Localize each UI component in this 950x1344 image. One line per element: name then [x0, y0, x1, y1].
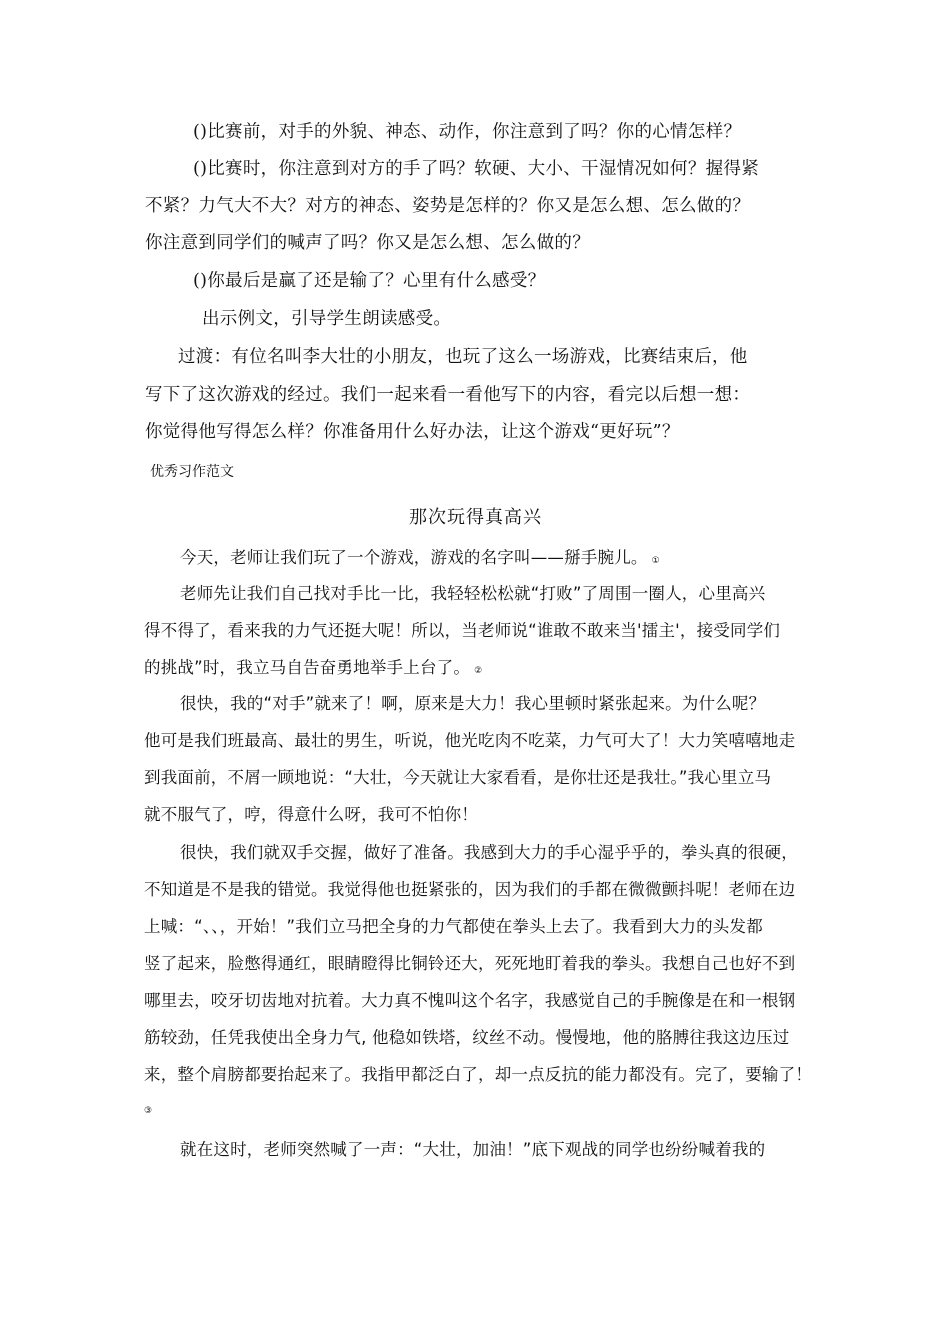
essay-p4-line4: 竖了起来，脸憋得通红，眼睛瞪得比铜铃还大，死死地盯着我的拳头。我想自己也好不到 — [144, 954, 796, 973]
essay-p4-line2: 不知道是不是我的错觉。我觉得他也挺紧张的，因为我们的手都在微微颤抖呢！老师在边 — [144, 880, 796, 899]
annotation-mark-3: ③ — [144, 1106, 153, 1116]
question-result: ()你最后是赢了还是输了？心里有什么感受？ — [193, 271, 546, 291]
question-during-match-line2: 不紧？力气大不大？对方的神态、姿势是怎样的？你又是怎么想、怎么做的？ — [145, 196, 751, 216]
show-example-instruction: 出示例文，引导学生朗读感受。 — [202, 309, 452, 329]
essay-paragraph-1 — [180, 544, 660, 568]
essay-p4-line3: 上喊：“、、，开始！”我们立马把全身的力气都使在拳头上去了。我看到大力的头发都 — [144, 917, 763, 936]
transition-line3: 你觉得他写得怎么样？你准备用什么好办法，让这个游戏“更好玩”？ — [145, 422, 680, 442]
essay-p3-line4: 就不服气了，哼，得意什么呀，我可不怕你！ — [144, 805, 478, 824]
essay-p4-line7: 来，整个肩膀都要抬起来了。我指甲都泛白了，却一点反抗的能力都没有。完了，要输了！ — [144, 1065, 812, 1084]
essay-p3-line3: 到我面前，不屑一顾地说：“大壮，今天就让大家看看，是你壮还是我壮。”我心里立马 — [144, 768, 772, 787]
section-label: 优秀习作范文 — [150, 464, 234, 480]
essay-p3-line2: 他可是我们班最高、最壮的男生，听说，他光吃肉不吃菜，力气可大了！大力笑嘻嘻地走 — [144, 731, 796, 750]
essay-p5-line1: 就在这时，老师突然喊了一声：“大壮，加油！”底下观战的同学也纷纷喊着我的 — [180, 1140, 766, 1159]
question-before-match: ()比赛前，对手的外貌、神态、动作，你注意到了吗？你的心情怎样？ — [193, 122, 742, 142]
essay-p1-text: 今天，老师让我们玩了一个游戏，游戏的名字叫——掰手腕儿。 — [180, 548, 648, 567]
essay-p2-line3: 的挑战”时，我立马自告奋勇地举手上台了。 — [144, 658, 471, 677]
question-during-match-line1: ()比赛时，你注意到对方的手了吗？软硬、大小、干湿情况如何？握得紧 — [193, 159, 760, 179]
transition-line1: 过渡：有位名叫李大壮的小朋友，也玩了这么一场游戏，比赛结束后，他 — [178, 347, 748, 367]
essay-p2-line1: 老师先让我们自己找对手比一比，我轻轻松松就“打败”了周围一圈人，心里高兴 — [180, 584, 766, 603]
essay-p4-line6: 筋较劲，任凭我使出全身力气, 他稳如铁塔，纹丝不动。慢慢地，他的胳膊往我这边压过 — [144, 1028, 790, 1047]
annotation-mark-1: ① — [651, 556, 660, 566]
annotation-mark-2: ② — [474, 666, 483, 676]
question-during-match-line3: 你注意到同学们的喊声了吗？你又是怎么想、怎么做的？ — [145, 233, 590, 253]
essay-title: 那次玩得真高兴 — [409, 507, 542, 528]
essay-p3-line1: 很快，我的“对手”就来了！啊，原来是大力！我心里顿时紧张起来。为什么呢？ — [180, 694, 766, 713]
transition-line2: 写下了这次游戏的经过。我们一起来看一看他写下的内容，看完以后想一想： — [145, 385, 751, 405]
essay-p4-line1: 很快，我们就双手交握，做好了准备。我感到大力的手心湿乎乎的，拳头真的很硬， — [180, 843, 798, 862]
essay-p2-line2: 得不得了，看来我的力气还挺大呢！所以，当老师说“谁敢不敢来当'擂主'，接受同学们 — [144, 621, 781, 640]
essay-p2-line3-wrap — [144, 654, 482, 678]
essay-p4-line5: 哪里去，咬牙切齿地对抗着。大力真不愧叫这个名字，我感觉自己的手腕像是在和一根钢 — [144, 991, 796, 1010]
